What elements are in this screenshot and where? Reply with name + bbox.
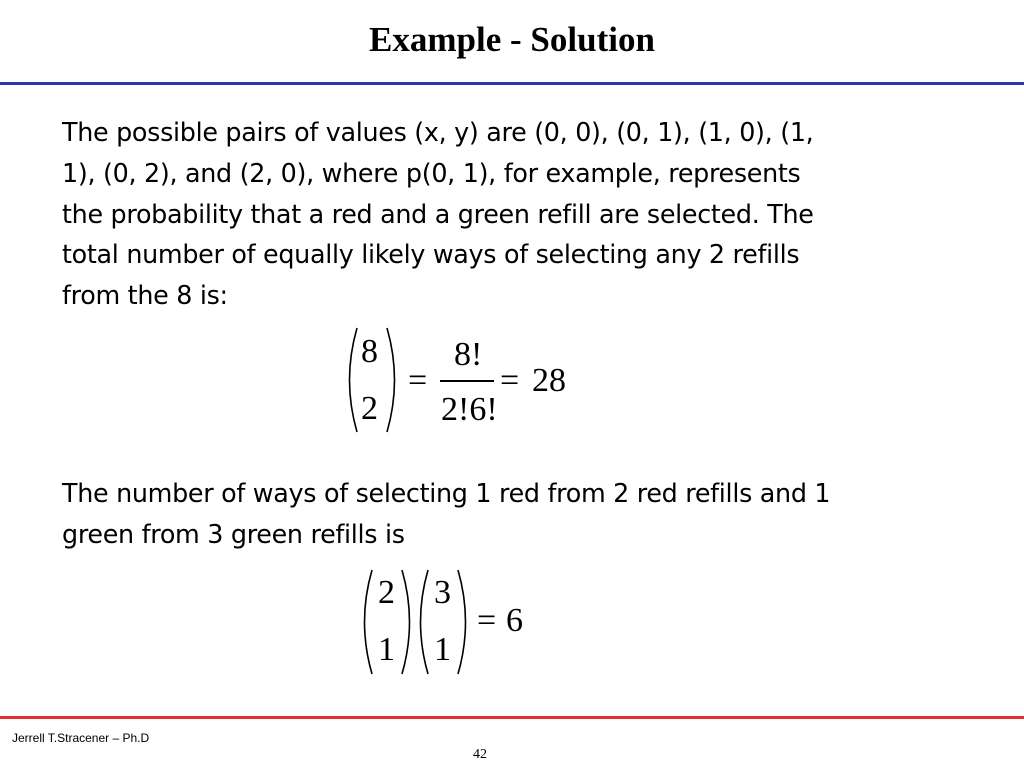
- equals-sign: =: [500, 362, 520, 399]
- text-line: 1), (0, 2), and (2, 0), where p(0, 1), for example, represents: [62, 157, 801, 188]
- left-paren: [411, 567, 431, 677]
- text-line: The possible pairs of values (x, y) are (0, 0), (0, 1), (1, 0), (1,: [62, 117, 814, 147]
- fraction-bar: [440, 380, 494, 382]
- text-line: from the 8 is:: [62, 280, 228, 311]
- binom-top: 8: [361, 333, 378, 370]
- paragraph-pairs: [62, 112, 962, 316]
- paragraph-ways: [62, 473, 962, 555]
- left-paren: [355, 567, 375, 677]
- combination-equation-total: [340, 325, 580, 435]
- text-line: green from 3 green refills is: [62, 518, 405, 549]
- binom-bottom: 2: [361, 390, 378, 427]
- equals-sign: =: [477, 602, 497, 639]
- text-line: the probability that a red and a green refill are selected. The: [62, 198, 814, 229]
- text-line: total number of equally likely ways of selecting any 2 refills: [62, 239, 800, 270]
- result-value: 6: [506, 602, 523, 639]
- combination-equation-ways: [355, 567, 535, 677]
- fraction-denominator: 2!6!: [441, 391, 498, 428]
- slide-title: Example - Solution: [369, 20, 655, 59]
- equals-sign: =: [408, 362, 428, 399]
- binom-top: 2: [378, 574, 395, 611]
- page-number: 42: [473, 747, 487, 762]
- title-divider: [0, 82, 1024, 85]
- footer-author: Jerrell T.Stracener – Ph.D: [12, 731, 150, 745]
- fraction-numerator: 8!: [454, 336, 483, 373]
- footer-divider: [0, 716, 1024, 719]
- left-paren: [340, 325, 360, 435]
- binom-bottom: 1: [378, 631, 395, 668]
- binom-top: 3: [434, 574, 451, 611]
- text-line: The number of ways of selecting 1 red from 2 red refills and 1: [62, 478, 831, 508]
- result-value: 28: [532, 362, 566, 399]
- right-paren: [384, 325, 404, 435]
- binom-bottom: 1: [434, 631, 451, 668]
- right-paren: [455, 567, 475, 677]
